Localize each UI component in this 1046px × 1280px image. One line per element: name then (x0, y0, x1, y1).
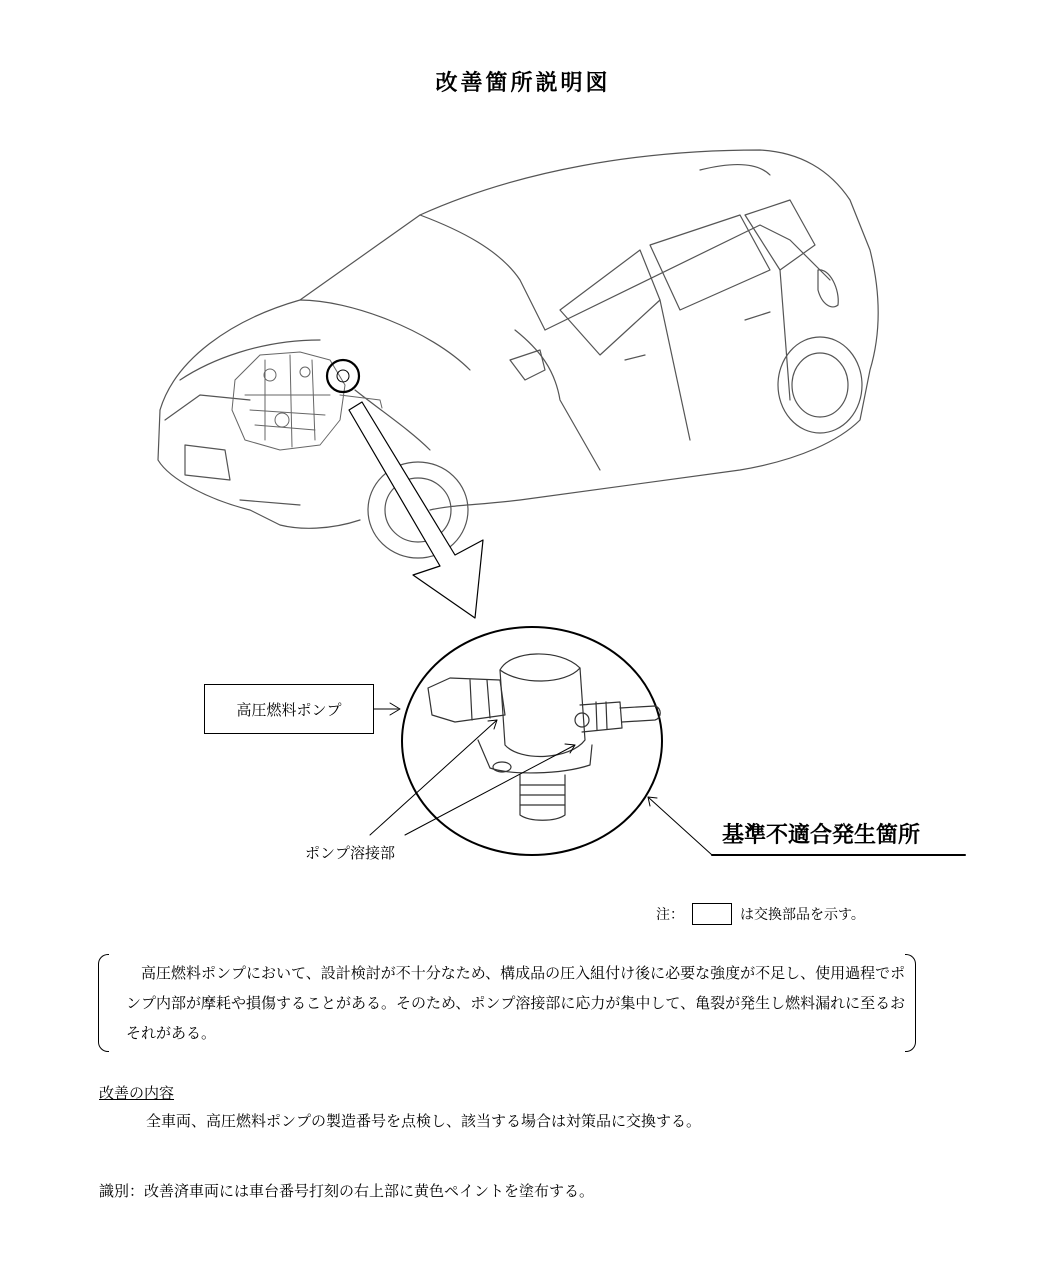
note-prefix: 注： (656, 907, 684, 923)
engine-bay (232, 352, 382, 450)
improvement-heading: 改善の内容 (99, 1084, 175, 1102)
explanation-block (98, 954, 916, 1050)
right-bracket (905, 954, 916, 1052)
car-body (158, 150, 878, 558)
explanation-text: 高圧燃料ポンプにおいて、設計検討が不十分なため、構成品の圧入組付け後に必要な強度が不足し、使用過程でポンプ内部が摩耗や損傷することがある。そのため、ポンプ溶接部に応力が集中して、亀裂が発生し燃料漏れに至るおそれがある。 (126, 964, 906, 1042)
note-suffix: は交換部品を示す。 (740, 907, 865, 923)
defect-leader (648, 797, 712, 855)
pump-label: 高圧燃料ポンプ (204, 684, 374, 734)
page-title: 改善箇所説明図 (435, 71, 611, 96)
weld-label: ポンプ溶接部 (305, 844, 396, 862)
identification-text: 識別：改善済車両には車台番号打刻の右上部に黄色ペイントを塗布する。 (99, 1182, 595, 1200)
zoom-arrow (349, 402, 483, 618)
defect-location-label: 基準不適合発生箇所 (722, 823, 921, 848)
note (656, 903, 865, 925)
left-bracket (98, 954, 109, 1052)
zoom-ellipse (402, 627, 662, 855)
highlight-circle (327, 360, 359, 392)
replacement-part-legend-box (692, 903, 732, 925)
improvement-body: 全車両、高圧燃料ポンプの製造番号を点検し、該当する場合は対策品に交換する。 (146, 1112, 702, 1130)
